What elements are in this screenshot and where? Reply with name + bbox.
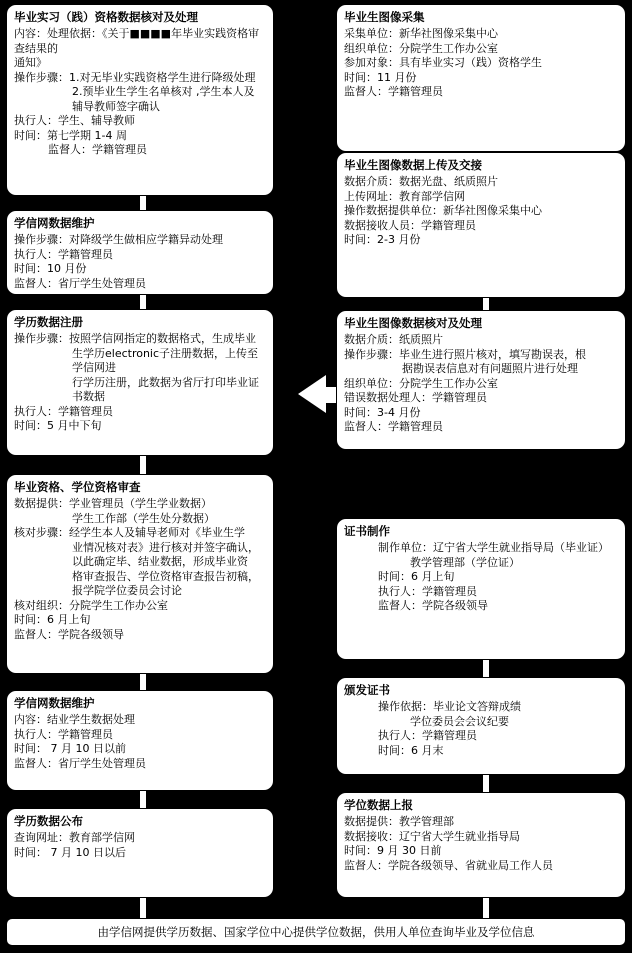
node-right-3[interactable] — [336, 310, 626, 450]
node-line: 制作单位：辽宁省大学生就业指导局（毕业证） — [378, 541, 609, 554]
node-title: 颁发证书 — [344, 683, 390, 697]
node-line: 时间：10 月份 — [14, 262, 87, 275]
node-right-5[interactable] — [336, 677, 626, 775]
node-left-1[interactable] — [6, 4, 274, 196]
node-line: 操作依据：毕业论文答辩成绩 — [378, 700, 521, 713]
node-left-5[interactable] — [6, 690, 274, 791]
connector-left3-left4 — [140, 455, 146, 475]
node-line: 据勘误表信息对有问题照片进行处理 — [402, 362, 578, 375]
node-line: 业情况核对表》进行核对并签字确认， — [72, 540, 259, 554]
node-line: 时间：第七学期 1-4 周 — [14, 128, 127, 142]
node-line: 核对步骤：经学生本人及辅导老师对《毕业生学 — [14, 526, 245, 539]
node-right-4[interactable] — [336, 518, 626, 660]
node-line: 以此确定毕、结业数据，形成毕业资 — [72, 555, 248, 568]
node-line: 时间： 7 月 10 日以后 — [14, 845, 126, 859]
connector-left2-left3 — [140, 294, 146, 310]
node-line: 生学历electronic子注册数据，上传至学信网进 — [72, 346, 259, 374]
node-line: 2.预毕业生学生名单核对 ,学生本人及 — [72, 85, 255, 98]
node-line: 操作数据提供单位：新华社图像采集中心 — [344, 204, 542, 217]
node-line: 书数据 — [72, 390, 105, 403]
node-line: 采集单位：新华社图像采集中心 — [344, 27, 498, 40]
node-line: 时间：11 月份 — [344, 70, 417, 84]
node-title: 学历数据注册 — [14, 315, 83, 329]
banner-text: 由学信网提供学历数据、国家学位中心提供学位数据，供用人单位查询毕业及学位信息 — [97, 925, 535, 939]
node-right-6[interactable] — [336, 792, 626, 898]
node-title: 毕业生图像数据核对及处理 — [344, 316, 482, 330]
node-line: 监督人：省厅学生处管理员 — [14, 276, 146, 290]
node-title: 毕业实习（践）资格数据核对及处理 — [14, 10, 198, 24]
node-line: 时间：3-4 月份 — [344, 405, 421, 419]
connector-right6-banner — [483, 898, 489, 918]
node-line: 内容：处理依据：《关于■■■■年毕业实践资格审查结果的 — [14, 27, 260, 55]
node-line: 通知》 — [14, 56, 47, 69]
node-line: 操作步骤：对降级学生做相应学籍异动处理 — [14, 233, 223, 246]
summary-banner — [6, 918, 626, 946]
node-title: 学信网数据维护 — [14, 216, 95, 230]
connector-left5-left6 — [140, 791, 146, 808]
node-line: 内容：结业学生数据处理 — [14, 713, 135, 726]
node-line: 执行人：学籍管理员 — [14, 404, 113, 418]
node-line: 监督人：省厅学生处管理员 — [14, 756, 146, 770]
node-line: 监督人：学籍管理员 — [48, 143, 147, 156]
connector-right5-right6 — [483, 775, 489, 792]
node-title: 毕业资格、学位资格审查 — [14, 480, 141, 494]
node-line: 上传网址：教育部学信网 — [344, 189, 465, 203]
node-right-2[interactable] — [336, 152, 626, 298]
node-line: 数据接收人员：学籍管理员 — [344, 218, 476, 232]
node-line: 执行人：学籍管理员 — [14, 727, 113, 741]
node-left-3[interactable] — [6, 309, 274, 456]
node-line: 操作步骤：按照学信网指定的数据格式，生成毕业 — [14, 332, 256, 345]
node-line: 学生工作部（学生处分数据） — [72, 511, 215, 525]
connector-left6-banner — [140, 898, 146, 918]
node-line: 数据提供：学业管理员（学生学业数据） — [14, 497, 212, 510]
node-line: 辅导教师签字确认 — [72, 99, 160, 113]
node-line: 操作步骤：毕业生进行照片核对，填写勘误表，根 — [344, 347, 586, 361]
node-line: 时间：2-3 月份 — [344, 233, 421, 246]
node-line: 监督人：学院各级领导、省就业局工作人员 — [344, 858, 553, 872]
node-title: 毕业生图像数据上传及交接 — [344, 158, 482, 172]
node-line: 执行人：学籍管理员 — [14, 247, 113, 261]
node-line: 核对组织：分院学生工作办公室 — [14, 598, 168, 612]
node-line: 时间：6 月末 — [378, 743, 444, 757]
node-title: 证书制作 — [344, 524, 390, 538]
node-line: 监督人：学籍管理员 — [344, 420, 443, 433]
node-left-4[interactable] — [6, 474, 274, 674]
node-line: 操作步骤：1.对无毕业实践资格学生进行降级处理 — [14, 70, 256, 84]
node-line: 监督人：学院各级领导 — [14, 627, 124, 641]
node-line: 时间：6 月上旬 — [378, 570, 455, 583]
connector-left4-left5 — [140, 673, 146, 690]
node-line: 查询网址：教育部学信网 — [14, 831, 135, 844]
node-line: 时间： 7 月 10 日以前 — [14, 742, 126, 755]
node-title: 学位数据上报 — [344, 798, 413, 812]
node-title: 学历数据公布 — [14, 814, 83, 828]
node-left-6[interactable] — [6, 808, 274, 898]
node-line: 参加对象：具有毕业实习（践）资格学生 — [344, 56, 542, 69]
node-line: 组织单位：分院学生工作办公室 — [344, 376, 498, 390]
node-line: 教学管理部（学位证） — [410, 555, 520, 569]
node-line: 时间：5 月中下旬 — [14, 419, 102, 432]
arrow-right3-to-left3 — [298, 375, 326, 413]
node-line: 学位委员会会议纪要 — [410, 714, 509, 728]
node-line: 错误数据处理人：学籍管理员 — [344, 391, 487, 404]
node-title: 学信网数据维护 — [14, 696, 95, 710]
node-line: 数据介质：数据光盘、纸质照片 — [344, 175, 498, 188]
node-right-1[interactable] — [336, 4, 626, 152]
node-line: 监督人：学院各级领导 — [378, 599, 488, 612]
node-line: 组织单位：分院学生工作办公室 — [344, 41, 498, 55]
node-left-2[interactable] — [6, 210, 274, 295]
node-line: 时间：6 月上旬 — [14, 613, 91, 626]
node-line: 执行人：学籍管理员 — [378, 584, 477, 598]
node-title: 毕业生图像采集 — [344, 10, 425, 24]
node-line: 执行人：学籍管理员 — [378, 729, 477, 742]
connector-right4-right5 — [483, 660, 489, 677]
node-line: 报学院学位委员会讨论 — [72, 584, 182, 597]
node-line: 数据介质：纸质照片 — [344, 333, 443, 346]
node-line: 执行人：学生、辅导教师 — [14, 114, 135, 127]
node-line: 行学历注册，此数据为省厅打印毕业证 — [72, 375, 259, 389]
node-line: 数据接收：辽宁省大学生就业指导局 — [344, 829, 520, 843]
node-line: 监督人：学籍管理员 — [344, 85, 443, 98]
node-line: 格审查报告、学位资格审查报告初稿， — [72, 569, 259, 583]
node-line: 时间：9 月 30 日前 — [344, 844, 442, 857]
node-line: 数据提供：教学管理部 — [344, 815, 454, 828]
